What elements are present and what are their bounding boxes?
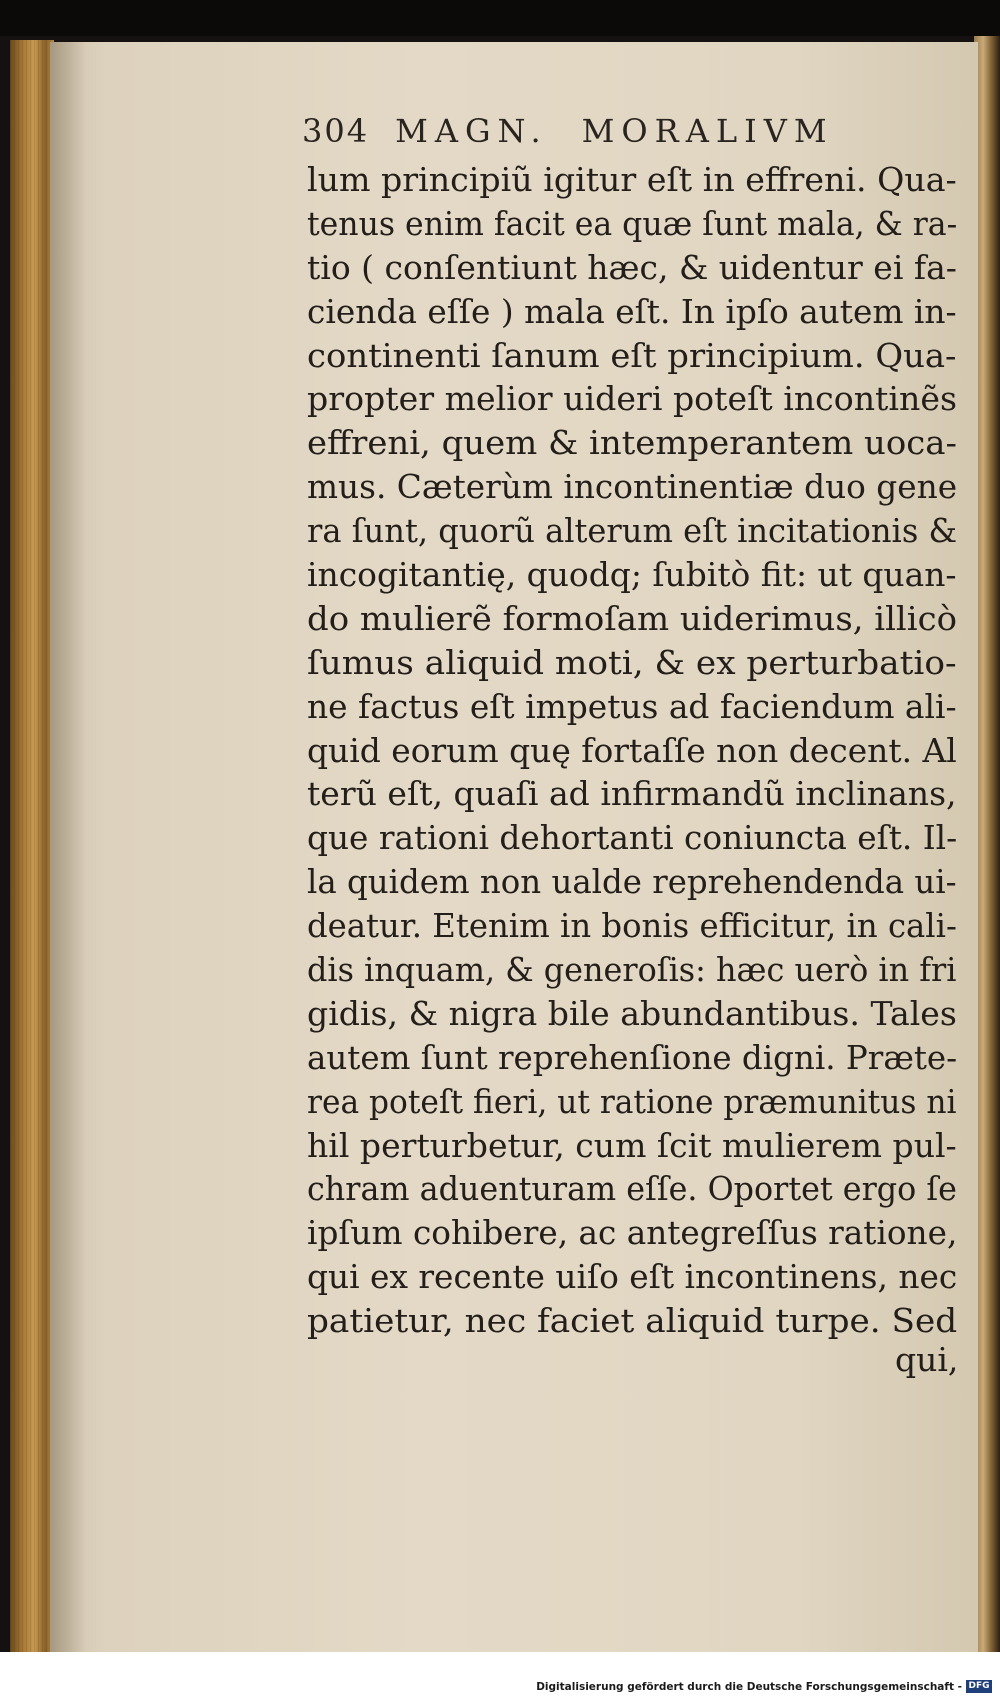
page-block-left-edge: [10, 40, 54, 1652]
text-line: ra ſunt, quorũ alterum eſt incitationis &: [307, 511, 958, 551]
digitization-credit: Digitalisierung gefördert durch die Deutsche Forschungsgemeinschaft -: [536, 1681, 962, 1693]
text-line: chram aduenturam eſſe. Oportet ergo ſe: [307, 1169, 957, 1209]
text-line: continenti ſanum eſt principium. Qua-: [307, 335, 957, 375]
text-line: rea poteſt fieri, ut ratione præmunitus ni: [307, 1081, 957, 1121]
text-line: qui ex recente uiſo eſt incontinens, nec: [307, 1257, 958, 1297]
page-number: 304: [302, 112, 370, 150]
text-line: incogitantię, quodq; ſubitò fit: ut quan-: [307, 555, 957, 595]
text-line: patietur, nec faciet aliquid turpe. Sed: [307, 1301, 958, 1341]
dfg-logo: DFG: [966, 1680, 992, 1693]
text-line: tio ( conſentiunt hæc, & uidentur ei fa-: [307, 247, 957, 287]
text-line: dis inquam, & generoſis: hæc uerò in fri: [307, 950, 957, 990]
text-line: effreni, quem & intemperantem uoca-: [307, 423, 957, 463]
text-line: lum principiũ igitur eſt in effreni. Qua-: [307, 160, 957, 199]
text-line: la quidem non ualde reprehendenda ui-: [307, 862, 957, 902]
text-line: deatur. Etenim in bonis efficitur, in cali-: [307, 906, 957, 946]
running-head-right: MORALIVM: [581, 112, 834, 150]
scan-top-border: [0, 0, 1000, 40]
text-line: que rationi dehortanti coniuncta eſt. Il-: [307, 818, 958, 858]
body-text: [307, 158, 975, 1343]
running-head-left: MAGN.: [395, 112, 548, 150]
text-line: ipſum cohibere, ac antegreſſus ratione,: [307, 1213, 958, 1253]
text-line: do mulierẽ formoſam uiderimus, illicò: [307, 598, 957, 638]
text-line: propter melior uideri poteſt incontinẽs: [307, 379, 957, 419]
text-line: tenus enim facit ea quæ ſunt mala, & ra-: [307, 203, 958, 243]
catchword: qui,: [895, 1340, 959, 1379]
text-line: ne factus eſt impetus ad faciendum ali-: [307, 686, 957, 726]
text-line: hil perturbetur, cum ſcit mulierem pul-: [307, 1125, 957, 1165]
gutter-shadow: [50, 42, 86, 1652]
text-line: ſumus aliquid moti, & ex perturbatio-: [307, 642, 957, 682]
text-line: terũ eſt, quaſi ad infirmandũ inclinans,: [307, 774, 957, 814]
text-line: quid eorum quę fortaſſe non decent. Al: [307, 730, 957, 770]
text-line: cienda eſſe ) mala eſt. In ipſo autem in-: [307, 291, 957, 331]
text-line: mus. Cæterùm incontinentiæ duo gene: [307, 467, 958, 507]
text-line: gidis, & nigra bile abundantibus. Tales: [307, 993, 957, 1033]
text-line: autem ſunt reprehenſione digni. Præte-: [307, 1037, 958, 1077]
running-header: [302, 112, 922, 154]
